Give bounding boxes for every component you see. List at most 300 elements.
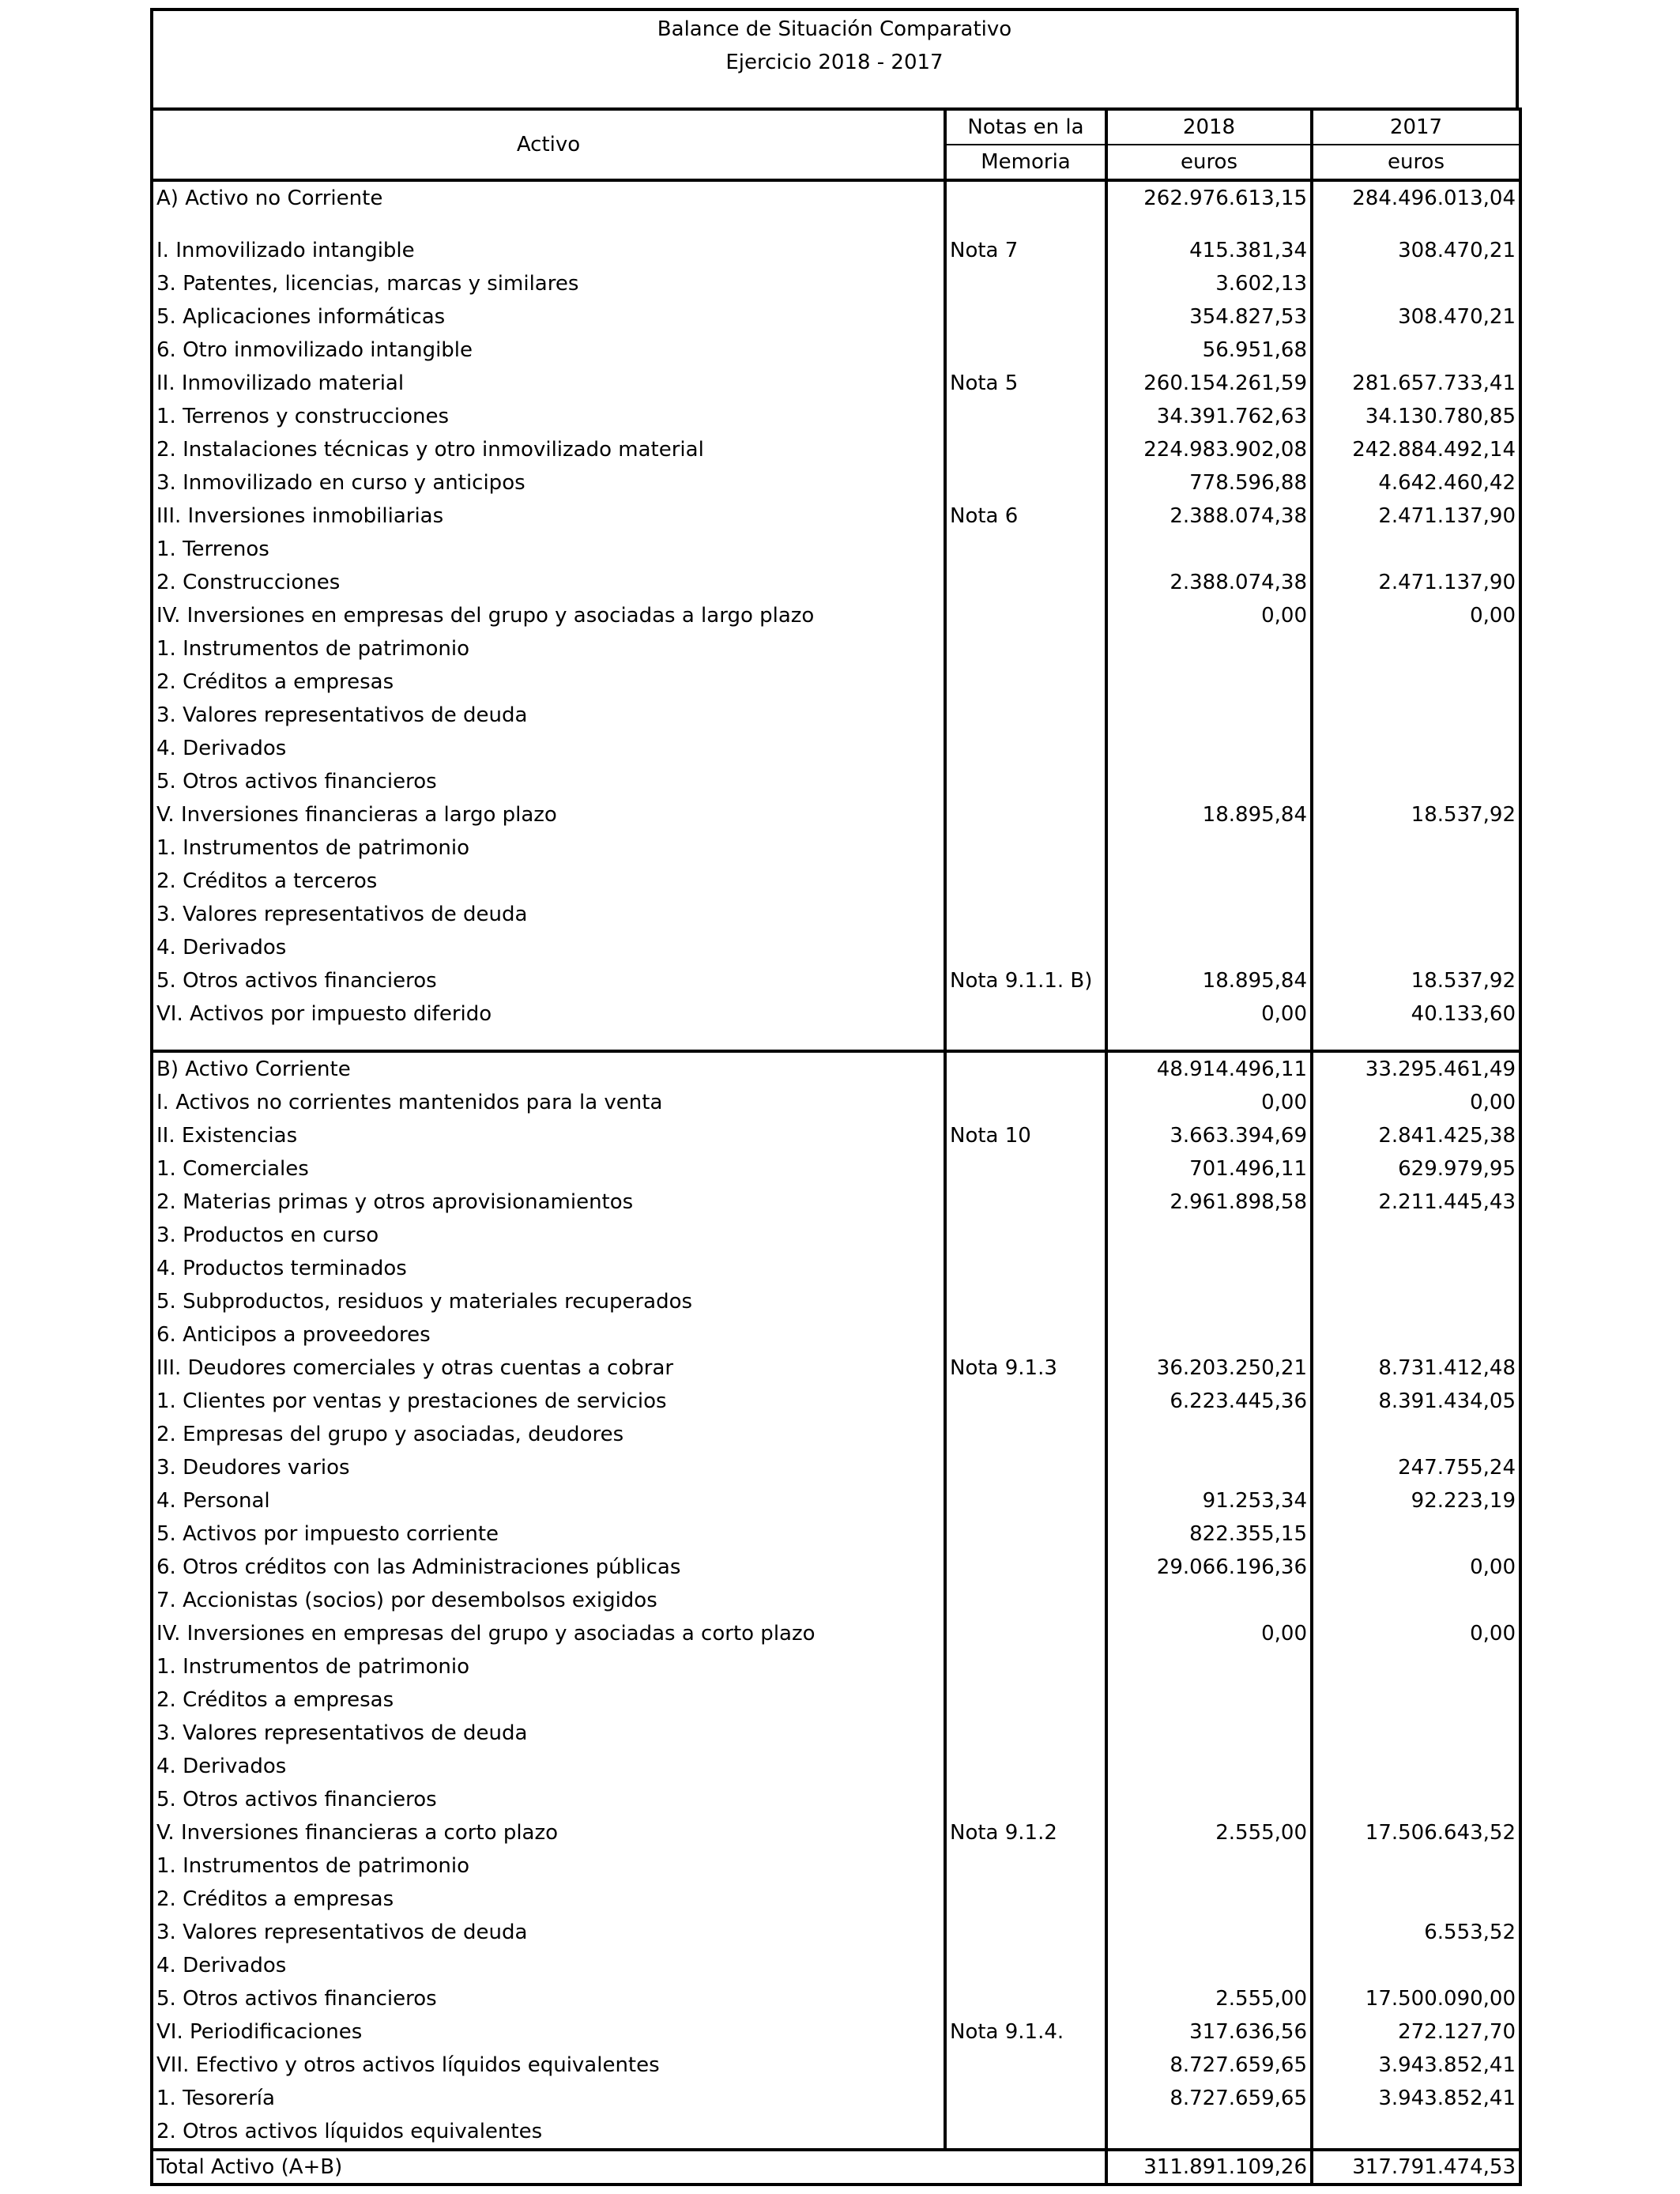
row-nota bbox=[945, 2082, 1106, 2115]
row-nota bbox=[945, 732, 1106, 765]
table-row bbox=[152, 1650, 1520, 1683]
row-value-2018: 29.066.196,36 bbox=[1106, 1551, 1312, 1584]
row-nota bbox=[945, 1783, 1106, 1816]
row-label: 4. Derivados bbox=[152, 1949, 945, 1982]
row-value-2017: 0,00 bbox=[1312, 599, 1520, 632]
table-row bbox=[152, 1285, 1520, 1318]
row-label: IV. Inversiones en empresas del grupo y asociadas a corto plazo bbox=[152, 1617, 945, 1650]
row-value-2017: 308.470,21 bbox=[1312, 300, 1520, 334]
row-value-2017 bbox=[1312, 699, 1520, 732]
row-value-2018: 822.355,15 bbox=[1106, 1517, 1312, 1551]
row-value-2018 bbox=[1106, 1750, 1312, 1783]
row-label: V. Inversiones financieras a largo plazo bbox=[152, 798, 945, 831]
row-value-2017 bbox=[1312, 665, 1520, 699]
row-nota bbox=[945, 1285, 1106, 1318]
row-nota: Nota 9.1.1. B) bbox=[945, 964, 1106, 997]
row-value-2017: 2.471.137,90 bbox=[1312, 566, 1520, 599]
row-value-2018 bbox=[1106, 1252, 1312, 1285]
table-row bbox=[152, 300, 1520, 334]
table-row bbox=[152, 1119, 1520, 1152]
row-value-2017: 3.943.852,41 bbox=[1312, 2082, 1520, 2115]
table-row bbox=[152, 964, 1520, 997]
row-label: B) Activo Corriente bbox=[152, 1051, 945, 1086]
spacer-cell bbox=[152, 215, 945, 234]
row-value-2018 bbox=[1106, 533, 1312, 566]
row-label: 2. Créditos a empresas bbox=[152, 665, 945, 699]
row-nota: Nota 6 bbox=[945, 499, 1106, 533]
table-body bbox=[152, 180, 1520, 2150]
row-value-2017 bbox=[1312, 1318, 1520, 1351]
row-value-2018: 8.727.659,65 bbox=[1106, 2082, 1312, 2115]
table-row bbox=[152, 2082, 1520, 2115]
row-value-2018 bbox=[1106, 665, 1312, 699]
row-nota bbox=[945, 1484, 1106, 1517]
row-value-2018 bbox=[1106, 1584, 1312, 1617]
row-label: 6. Otro inmovilizado intangible bbox=[152, 334, 945, 367]
table-row bbox=[152, 732, 1520, 765]
table-row bbox=[152, 765, 1520, 798]
row-nota bbox=[945, 599, 1106, 632]
row-label: 7. Accionistas (socios) por desembolsos exigidos bbox=[152, 1584, 945, 1617]
row-nota bbox=[945, 300, 1106, 334]
row-value-2017 bbox=[1312, 1883, 1520, 1916]
row-value-2017: 17.500.090,00 bbox=[1312, 1982, 1520, 2015]
row-label: 5. Otros activos financieros bbox=[152, 765, 945, 798]
row-label: 6. Anticipos a proveedores bbox=[152, 1318, 945, 1351]
table-row bbox=[152, 566, 1520, 599]
row-nota bbox=[945, 997, 1106, 1031]
row-value-2017: 0,00 bbox=[1312, 1617, 1520, 1650]
row-nota bbox=[945, 1086, 1106, 1119]
row-value-2018: 18.895,84 bbox=[1106, 964, 1312, 997]
table-row bbox=[152, 1252, 1520, 1285]
table-row bbox=[152, 1717, 1520, 1750]
row-value-2018 bbox=[1106, 632, 1312, 665]
row-value-2017 bbox=[1312, 1783, 1520, 1816]
table-row bbox=[152, 1683, 1520, 1717]
table-row bbox=[152, 1152, 1520, 1186]
table-row bbox=[152, 1949, 1520, 1982]
spacer-row bbox=[152, 1031, 1520, 1051]
row-value-2017: 272.127,70 bbox=[1312, 2015, 1520, 2049]
row-label: 4. Derivados bbox=[152, 732, 945, 765]
row-value-2017 bbox=[1312, 1683, 1520, 1717]
row-nota bbox=[945, 1318, 1106, 1351]
table-row bbox=[152, 234, 1520, 267]
row-label: 1. Terrenos bbox=[152, 533, 945, 566]
row-value-2018: 56.951,68 bbox=[1106, 334, 1312, 367]
row-nota bbox=[945, 665, 1106, 699]
row-value-2017 bbox=[1312, 732, 1520, 765]
row-label: VI. Periodificaciones bbox=[152, 2015, 945, 2049]
row-nota bbox=[945, 1551, 1106, 1584]
row-value-2017: 40.133,60 bbox=[1312, 997, 1520, 1031]
row-value-2018 bbox=[1106, 1318, 1312, 1351]
row-nota bbox=[945, 1584, 1106, 1617]
row-value-2018 bbox=[1106, 898, 1312, 931]
row-value-2017: 8.731.412,48 bbox=[1312, 1351, 1520, 1385]
row-label: 1. Instrumentos de patrimonio bbox=[152, 1849, 945, 1883]
row-label: 2. Créditos a empresas bbox=[152, 1883, 945, 1916]
table-row bbox=[152, 1816, 1520, 1849]
row-value-2018 bbox=[1106, 865, 1312, 898]
row-label: A) Activo no Corriente bbox=[152, 180, 945, 215]
table-row bbox=[152, 699, 1520, 732]
row-label: 2. Créditos a terceros bbox=[152, 865, 945, 898]
row-label: 2. Créditos a empresas bbox=[152, 1683, 945, 1717]
total-label: Total Activo (A+B) bbox=[152, 2150, 945, 2185]
row-nota bbox=[945, 1650, 1106, 1683]
row-value-2017 bbox=[1312, 334, 1520, 367]
spacer-cell bbox=[152, 1031, 945, 1051]
row-value-2017 bbox=[1312, 1717, 1520, 1750]
table-header bbox=[152, 109, 1520, 180]
table-row bbox=[152, 499, 1520, 533]
row-value-2018: 262.976.613,15 bbox=[1106, 180, 1312, 215]
row-value-2018 bbox=[1106, 831, 1312, 865]
total-nota bbox=[945, 2150, 1106, 2185]
row-value-2018: 2.388.074,38 bbox=[1106, 499, 1312, 533]
row-value-2018 bbox=[1106, 1717, 1312, 1750]
row-value-2017 bbox=[1312, 1219, 1520, 1252]
row-value-2018 bbox=[1106, 1650, 1312, 1683]
row-value-2017 bbox=[1312, 2115, 1520, 2150]
row-value-2018 bbox=[1106, 732, 1312, 765]
table-row bbox=[152, 1318, 1520, 1351]
row-label: 5. Subproductos, residuos y materiales recuperados bbox=[152, 1285, 945, 1318]
table-row bbox=[152, 334, 1520, 367]
row-nota bbox=[945, 1252, 1106, 1285]
row-label: 1. Instrumentos de patrimonio bbox=[152, 632, 945, 665]
row-nota bbox=[945, 1883, 1106, 1916]
header-notas-1: Notas en la bbox=[945, 109, 1106, 145]
row-value-2017: 18.537,92 bbox=[1312, 964, 1520, 997]
row-label: 3. Productos en curso bbox=[152, 1219, 945, 1252]
table-row bbox=[152, 865, 1520, 898]
row-nota bbox=[945, 699, 1106, 732]
row-nota bbox=[945, 433, 1106, 466]
table-row bbox=[152, 1351, 1520, 1385]
row-value-2017: 2.211.445,43 bbox=[1312, 1186, 1520, 1219]
table-row bbox=[152, 367, 1520, 400]
row-value-2017: 4.642.460,42 bbox=[1312, 466, 1520, 499]
row-value-2018 bbox=[1106, 931, 1312, 964]
total-2017: 317.791.474,53 bbox=[1312, 2150, 1520, 2185]
row-nota bbox=[945, 1982, 1106, 2015]
table-row bbox=[152, 931, 1520, 964]
row-value-2017: 3.943.852,41 bbox=[1312, 2049, 1520, 2082]
row-nota bbox=[945, 1916, 1106, 1949]
row-label: 5. Aplicaciones informáticas bbox=[152, 300, 945, 334]
row-label: 1. Clientes por ventas y prestaciones de servicios bbox=[152, 1385, 945, 1418]
row-nota bbox=[945, 2115, 1106, 2150]
table-row bbox=[152, 1517, 1520, 1551]
header-notas-2: Memoria bbox=[945, 145, 1106, 180]
row-value-2018: 91.253,34 bbox=[1106, 1484, 1312, 1517]
row-label: 4. Derivados bbox=[152, 1750, 945, 1783]
row-nota bbox=[945, 1949, 1106, 1982]
table-row bbox=[152, 1186, 1520, 1219]
row-label: 3. Patentes, licencias, marcas y similares bbox=[152, 267, 945, 300]
table-row bbox=[152, 400, 1520, 433]
row-value-2017 bbox=[1312, 931, 1520, 964]
table-row bbox=[152, 1849, 1520, 1883]
row-value-2017: 34.130.780,85 bbox=[1312, 400, 1520, 433]
row-nota: Nota 7 bbox=[945, 234, 1106, 267]
row-value-2018: 0,00 bbox=[1106, 1086, 1312, 1119]
table-row bbox=[152, 1051, 1520, 1086]
table-row bbox=[152, 1385, 1520, 1418]
row-nota bbox=[945, 632, 1106, 665]
row-label: V. Inversiones financieras a corto plazo bbox=[152, 1816, 945, 1849]
row-nota bbox=[945, 1750, 1106, 1783]
row-label: VII. Efectivo y otros activos líquidos equivalentes bbox=[152, 2049, 945, 2082]
row-value-2018 bbox=[1106, 765, 1312, 798]
row-value-2018: 6.223.445,36 bbox=[1106, 1385, 1312, 1418]
table-row bbox=[152, 1086, 1520, 1119]
row-value-2017: 247.755,24 bbox=[1312, 1451, 1520, 1484]
table-row bbox=[152, 632, 1520, 665]
table-row bbox=[152, 1219, 1520, 1252]
table-row bbox=[152, 1451, 1520, 1484]
table-row bbox=[152, 599, 1520, 632]
row-value-2018: 36.203.250,21 bbox=[1106, 1351, 1312, 1385]
row-value-2017: 629.979,95 bbox=[1312, 1152, 1520, 1186]
row-value-2018 bbox=[1106, 1451, 1312, 1484]
table-row bbox=[152, 533, 1520, 566]
row-nota bbox=[945, 267, 1106, 300]
row-value-2018: 778.596,88 bbox=[1106, 466, 1312, 499]
total-row bbox=[152, 2150, 1520, 2185]
header-activo: Activo bbox=[152, 109, 945, 180]
row-nota: Nota 10 bbox=[945, 1119, 1106, 1152]
table-row bbox=[152, 1484, 1520, 1517]
row-value-2017 bbox=[1312, 267, 1520, 300]
row-label: IV. Inversiones en empresas del grupo y asociadas a largo plazo bbox=[152, 599, 945, 632]
title-block bbox=[150, 8, 1519, 107]
row-nota bbox=[945, 1717, 1106, 1750]
row-value-2018: 0,00 bbox=[1106, 1617, 1312, 1650]
row-value-2018: 224.983.902,08 bbox=[1106, 433, 1312, 466]
spacer-cell bbox=[945, 1031, 1106, 1051]
table-row bbox=[152, 433, 1520, 466]
balance-table bbox=[150, 107, 1522, 2186]
row-value-2018: 415.381,34 bbox=[1106, 234, 1312, 267]
row-label: 3. Deudores varios bbox=[152, 1451, 945, 1484]
table-row bbox=[152, 1750, 1520, 1783]
page-subtitle: Ejercicio 2018 - 2017 bbox=[725, 51, 944, 74]
row-label: 5. Otros activos financieros bbox=[152, 1982, 945, 2015]
row-label: VI. Activos por impuesto diferido bbox=[152, 997, 945, 1031]
row-nota bbox=[945, 831, 1106, 865]
row-value-2018 bbox=[1106, 1949, 1312, 1982]
row-label: 2. Construcciones bbox=[152, 566, 945, 599]
row-value-2018: 701.496,11 bbox=[1106, 1152, 1312, 1186]
table-row bbox=[152, 1783, 1520, 1816]
row-nota bbox=[945, 865, 1106, 898]
row-nota bbox=[945, 1186, 1106, 1219]
row-label: 1. Comerciales bbox=[152, 1152, 945, 1186]
row-label: 2. Empresas del grupo y asociadas, deudores bbox=[152, 1418, 945, 1451]
table-row bbox=[152, 1584, 1520, 1617]
row-value-2017: 0,00 bbox=[1312, 1086, 1520, 1119]
table-row bbox=[152, 1916, 1520, 1949]
table-row bbox=[152, 798, 1520, 831]
row-value-2017 bbox=[1312, 898, 1520, 931]
row-value-2017 bbox=[1312, 765, 1520, 798]
row-value-2017: 0,00 bbox=[1312, 1551, 1520, 1584]
spacer-cell bbox=[1312, 215, 1520, 234]
row-label: II. Inmovilizado material bbox=[152, 367, 945, 400]
row-label: I. Activos no corrientes mantenidos para la venta bbox=[152, 1086, 945, 1119]
table-row bbox=[152, 1617, 1520, 1650]
row-label: 5. Activos por impuesto corriente bbox=[152, 1517, 945, 1551]
row-value-2018: 8.727.659,65 bbox=[1106, 2049, 1312, 2082]
table-row bbox=[152, 267, 1520, 300]
table-row bbox=[152, 1982, 1520, 2015]
row-value-2017 bbox=[1312, 1285, 1520, 1318]
row-value-2017 bbox=[1312, 1849, 1520, 1883]
row-label: 2. Instalaciones técnicas y otro inmovilizado material bbox=[152, 433, 945, 466]
row-nota bbox=[945, 1617, 1106, 1650]
row-label: 3. Valores representativos de deuda bbox=[152, 898, 945, 931]
row-value-2017 bbox=[1312, 1517, 1520, 1551]
row-value-2017: 242.884.492,14 bbox=[1312, 433, 1520, 466]
row-value-2017 bbox=[1312, 1650, 1520, 1683]
row-value-2017 bbox=[1312, 1750, 1520, 1783]
row-nota bbox=[945, 931, 1106, 964]
row-nota bbox=[945, 1517, 1106, 1551]
row-value-2017 bbox=[1312, 1949, 1520, 1982]
row-value-2017 bbox=[1312, 1252, 1520, 1285]
row-nota bbox=[945, 1051, 1106, 1086]
row-value-2017: 2.841.425,38 bbox=[1312, 1119, 1520, 1152]
row-nota bbox=[945, 334, 1106, 367]
row-label: 3. Valores representativos de deuda bbox=[152, 1717, 945, 1750]
row-value-2017: 18.537,92 bbox=[1312, 798, 1520, 831]
row-label: 3. Valores representativos de deuda bbox=[152, 699, 945, 732]
row-nota bbox=[945, 765, 1106, 798]
row-value-2018: 317.636,56 bbox=[1106, 2015, 1312, 2049]
row-value-2018: 354.827,53 bbox=[1106, 300, 1312, 334]
row-value-2017 bbox=[1312, 533, 1520, 566]
row-value-2018 bbox=[1106, 1683, 1312, 1717]
row-label: 6. Otros créditos con las Administraciones públicas bbox=[152, 1551, 945, 1584]
row-nota bbox=[945, 1219, 1106, 1252]
row-label: 2. Materias primas y otros aprovisionamientos bbox=[152, 1186, 945, 1219]
row-nota: Nota 9.1.4. bbox=[945, 2015, 1106, 2049]
row-value-2018: 3.602,13 bbox=[1106, 267, 1312, 300]
row-nota bbox=[945, 400, 1106, 433]
row-label: 3. Inmovilizado en curso y anticipos bbox=[152, 466, 945, 499]
row-value-2017: 8.391.434,05 bbox=[1312, 1385, 1520, 1418]
row-label: I. Inmovilizado intangible bbox=[152, 234, 945, 267]
row-nota bbox=[945, 180, 1106, 215]
balance-sheet bbox=[150, 8, 1519, 2186]
row-label: 2. Otros activos líquidos equivalentes bbox=[152, 2115, 945, 2150]
total-2018: 311.891.109,26 bbox=[1106, 2150, 1312, 2185]
row-label: 4. Derivados bbox=[152, 931, 945, 964]
row-value-2018: 34.391.762,63 bbox=[1106, 400, 1312, 433]
row-value-2017 bbox=[1312, 831, 1520, 865]
row-value-2017: 284.496.013,04 bbox=[1312, 180, 1520, 215]
row-nota bbox=[945, 533, 1106, 566]
row-value-2017: 33.295.461,49 bbox=[1312, 1051, 1520, 1086]
row-value-2018 bbox=[1106, 1418, 1312, 1451]
row-value-2018: 3.663.394,69 bbox=[1106, 1119, 1312, 1152]
row-nota bbox=[945, 1385, 1106, 1418]
row-label: 4. Personal bbox=[152, 1484, 945, 1517]
row-nota bbox=[945, 798, 1106, 831]
row-label: 4. Productos terminados bbox=[152, 1252, 945, 1285]
table-row bbox=[152, 665, 1520, 699]
row-value-2018: 48.914.496,11 bbox=[1106, 1051, 1312, 1086]
row-value-2018: 18.895,84 bbox=[1106, 798, 1312, 831]
table-row bbox=[152, 1418, 1520, 1451]
header-units-2017: euros bbox=[1312, 145, 1520, 180]
table-row bbox=[152, 997, 1520, 1031]
table-row bbox=[152, 898, 1520, 931]
spacer-cell bbox=[1106, 215, 1312, 234]
table-row bbox=[152, 2015, 1520, 2049]
row-value-2017: 308.470,21 bbox=[1312, 234, 1520, 267]
row-value-2018 bbox=[1106, 1783, 1312, 1816]
row-label: 1. Tesorería bbox=[152, 2082, 945, 2115]
spacer-row bbox=[152, 215, 1520, 234]
row-label: 1. Instrumentos de patrimonio bbox=[152, 1650, 945, 1683]
row-nota bbox=[945, 1152, 1106, 1186]
row-value-2018: 2.961.898,58 bbox=[1106, 1186, 1312, 1219]
row-label: 5. Otros activos financieros bbox=[152, 964, 945, 997]
row-nota: Nota 9.1.3 bbox=[945, 1351, 1106, 1385]
row-label: 1. Instrumentos de patrimonio bbox=[152, 831, 945, 865]
row-nota bbox=[945, 1849, 1106, 1883]
row-value-2017 bbox=[1312, 1418, 1520, 1451]
row-label: II. Existencias bbox=[152, 1119, 945, 1152]
row-value-2018: 2.555,00 bbox=[1106, 1982, 1312, 2015]
row-value-2018: 2.555,00 bbox=[1106, 1816, 1312, 1849]
spacer-cell bbox=[1106, 1031, 1312, 1051]
row-label: 1. Terrenos y construcciones bbox=[152, 400, 945, 433]
table-row bbox=[152, 2049, 1520, 2082]
row-label: 3. Valores representativos de deuda bbox=[152, 1916, 945, 1949]
row-value-2018 bbox=[1106, 699, 1312, 732]
table-row bbox=[152, 466, 1520, 499]
row-value-2018 bbox=[1106, 1916, 1312, 1949]
row-value-2017: 92.223,19 bbox=[1312, 1484, 1520, 1517]
row-nota bbox=[945, 1683, 1106, 1717]
row-nota bbox=[945, 1418, 1106, 1451]
row-value-2017: 2.471.137,90 bbox=[1312, 499, 1520, 533]
row-value-2018 bbox=[1106, 1285, 1312, 1318]
row-value-2018: 0,00 bbox=[1106, 599, 1312, 632]
row-value-2018 bbox=[1106, 1883, 1312, 1916]
row-nota bbox=[945, 466, 1106, 499]
row-value-2018 bbox=[1106, 1849, 1312, 1883]
row-nota bbox=[945, 898, 1106, 931]
spacer-cell bbox=[1312, 1031, 1520, 1051]
table-footer bbox=[152, 2150, 1520, 2185]
row-nota bbox=[945, 1451, 1106, 1484]
row-label: III. Inversiones inmobiliarias bbox=[152, 499, 945, 533]
table-row bbox=[152, 831, 1520, 865]
row-value-2018 bbox=[1106, 2115, 1312, 2150]
row-value-2017 bbox=[1312, 865, 1520, 898]
header-2018: 2018 bbox=[1106, 109, 1312, 145]
row-nota: Nota 5 bbox=[945, 367, 1106, 400]
row-value-2017: 6.553,52 bbox=[1312, 1916, 1520, 1949]
table-row bbox=[152, 180, 1520, 215]
